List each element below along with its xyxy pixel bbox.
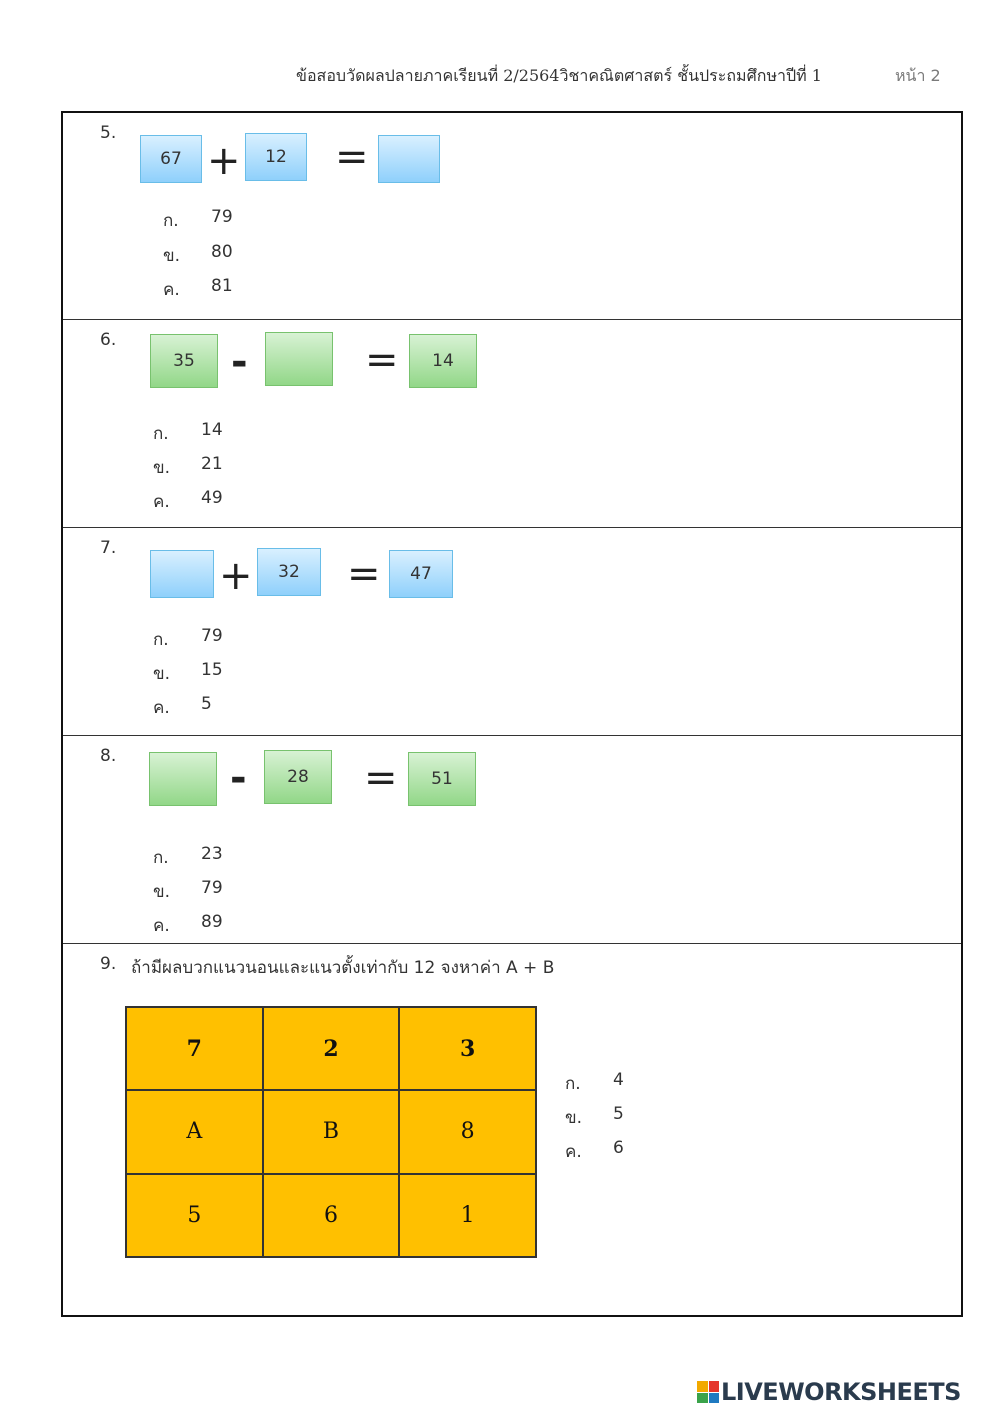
option-value: 6	[613, 1138, 624, 1158]
page-number: หน้า 2	[895, 66, 941, 85]
answer-box[interactable]	[150, 550, 214, 598]
question-number: 5.	[100, 123, 117, 143]
option-b[interactable]	[153, 454, 223, 481]
operator-minus: -	[230, 755, 247, 801]
option-label: ข.	[153, 882, 171, 902]
grid-cell-a: A	[126, 1090, 263, 1173]
option-value: 15	[201, 660, 223, 680]
exam-title: ข้อสอบวัดผลปลายภาคเรียนที่ 2/2564วิชาคณิตศาสตร์ ชั้นประถมศึกษาปีที่ 1	[296, 66, 822, 85]
option-value: 14	[201, 420, 223, 440]
grid-cell: 1	[399, 1174, 536, 1257]
option-a[interactable]	[163, 207, 233, 234]
answer-box[interactable]	[265, 332, 333, 386]
option-label: ค.	[153, 492, 170, 512]
option-value: 79	[201, 626, 223, 646]
option-value: 49	[201, 488, 223, 508]
option-a[interactable]	[153, 844, 223, 871]
answer-box[interactable]	[378, 135, 440, 183]
question-number: 6.	[100, 330, 117, 350]
option-c[interactable]	[163, 276, 233, 303]
grid-cell: 6	[263, 1174, 400, 1257]
grid-cell: 8	[399, 1090, 536, 1173]
grid-cell: 2	[263, 1007, 400, 1090]
question-8	[63, 735, 961, 944]
option-label: ข.	[153, 458, 171, 478]
addend-box-1: 67	[140, 135, 202, 183]
option-a[interactable]	[565, 1070, 624, 1097]
option-label: ก.	[153, 424, 169, 444]
option-label: ก.	[565, 1074, 581, 1094]
question-5	[63, 113, 961, 319]
grid-cell: 3	[399, 1007, 536, 1090]
addend-box-2: 12	[245, 133, 307, 181]
option-c[interactable]	[153, 694, 212, 721]
option-c[interactable]	[153, 488, 223, 515]
option-label: ข.	[163, 246, 181, 266]
option-label: ค.	[565, 1142, 582, 1162]
answer-box[interactable]	[149, 752, 217, 806]
operator-plus: +	[207, 138, 241, 184]
brand-name: LIVEWORKSHEETS	[721, 1378, 961, 1406]
question-9	[63, 943, 961, 1318]
option-label: ค.	[163, 280, 180, 300]
operator-equals: =	[335, 134, 369, 180]
option-b[interactable]	[153, 878, 223, 905]
option-label: ก.	[163, 211, 179, 231]
option-c[interactable]	[565, 1138, 624, 1165]
option-label: ก.	[153, 848, 169, 868]
question-number: 7.	[100, 538, 117, 558]
number-grid	[125, 1006, 537, 1258]
option-value: 4	[613, 1070, 624, 1090]
operator-plus: +	[219, 553, 253, 599]
liveworksheets-logo-icon	[697, 1381, 719, 1403]
option-a[interactable]	[153, 420, 223, 447]
option-label: ค.	[153, 698, 170, 718]
option-a[interactable]	[153, 626, 223, 653]
result-box: 14	[409, 334, 477, 388]
option-label: ข.	[565, 1108, 583, 1128]
option-label: ค.	[153, 916, 170, 936]
addend-box: 32	[257, 548, 321, 596]
option-c[interactable]	[153, 912, 223, 939]
operator-equals: =	[347, 551, 381, 597]
questions-frame	[61, 111, 963, 1317]
option-b[interactable]	[163, 242, 233, 269]
option-value: 80	[211, 242, 233, 262]
option-b[interactable]	[153, 660, 223, 687]
operator-equals: =	[364, 755, 398, 801]
minuend-box: 35	[150, 334, 218, 388]
grid-cell: 5	[126, 1174, 263, 1257]
question-6	[63, 319, 961, 528]
option-value: 81	[211, 276, 233, 296]
option-value: 21	[201, 454, 223, 474]
liveworksheets-brand[interactable]	[697, 1378, 961, 1406]
grid-cell: 7	[126, 1007, 263, 1090]
option-value: 5	[201, 694, 212, 714]
question-number: 9.	[100, 954, 117, 974]
option-b[interactable]	[565, 1104, 624, 1131]
option-label: ข.	[153, 664, 171, 684]
grid-cell-b: B	[263, 1090, 400, 1173]
result-box: 47	[389, 550, 453, 598]
option-value: 5	[613, 1104, 624, 1124]
option-value: 79	[201, 878, 223, 898]
option-label: ก.	[153, 630, 169, 650]
operator-equals: =	[365, 337, 399, 383]
question-7	[63, 527, 961, 736]
question-number: 8.	[100, 746, 117, 766]
result-box: 51	[408, 752, 476, 806]
option-value: 79	[211, 207, 233, 227]
operator-minus: -	[231, 339, 248, 385]
question-text: ถ้ามีผลบวกแนวนอนและแนวตั้งเท่ากับ 12 จงหาค่า A + B	[131, 958, 555, 978]
subtrahend-box: 28	[264, 750, 332, 804]
option-value: 23	[201, 844, 223, 864]
option-value: 89	[201, 912, 223, 932]
